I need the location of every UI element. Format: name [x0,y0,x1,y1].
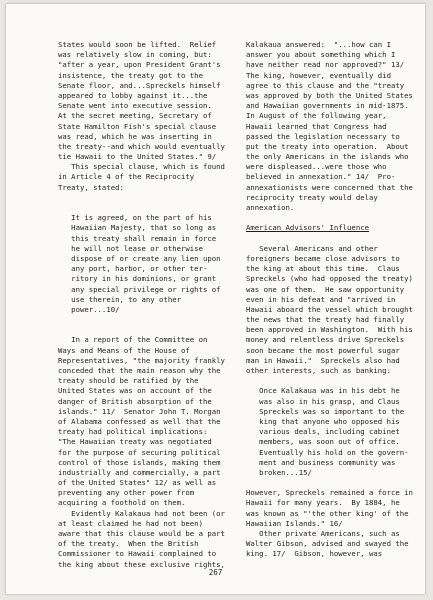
text-line: treaty had political implications: [58,427,208,437]
text-line: foreigners became close advisors to [246,253,400,263]
text-line: have neither read nor approved?" 13/ [246,60,405,70]
text-line: Hawaii for many years. By 1884, he [246,498,400,508]
blank-line [246,478,414,488]
text-line: Spreckels was so important to the [246,406,405,416]
text-line: even in his defeat and "arrived in [246,294,396,304]
text-line: control of those islands, making them [58,457,221,467]
text-line: United States was on account of the [58,386,212,396]
text-line: money and relentless drive Spreckels [246,335,405,345]
text-line: appeared to lobby against it...the [58,90,208,100]
page-number: 267 [208,567,223,577]
text-line: been approved in Washington. With his [246,325,413,335]
left-column [58,40,226,570]
text-line: In a report of the Committee on [58,335,208,345]
text-line: At the secret meeting, Secretary of [58,111,212,121]
text-line: It is agreed, on the part of his [58,213,212,223]
blank-line [58,203,226,213]
text-line: were displeased...were those who [246,162,387,172]
text-line: was known as "'the other king' of the [246,508,409,518]
text-line: "after a year, upon President Grant's [58,60,221,70]
text-line: Representatives, "the majority frankly [58,355,225,365]
text-line: In August of the following year, [246,111,387,121]
text-line: Senate went into executive session. [58,101,212,111]
text-line: king. 17/ Gibson, however, was [246,549,383,559]
text-line: Ways and Means of the House of [58,345,190,355]
text-line: conceded that the main reason why the [58,366,221,375]
text-line: agree to this clause and the "treaty [246,80,405,90]
text-line: Several Americans and other [246,243,378,253]
blank-line [58,325,226,335]
text-line: of the United States" 12/ as well as [58,478,217,488]
text-line: treaty should be ratified by the [58,376,199,386]
text-line: broken...15/ [246,467,312,477]
text-line: answer you about something which I [246,50,396,60]
text-line: members, was soon out of office. [246,437,400,447]
text-line: any port, harbor, or other ter- [58,264,208,274]
blank-line [246,234,414,244]
text-line: danger of British absorption of the [58,396,212,406]
text-line: Hawaiian Islands." 16/ [246,518,343,528]
text-line: use therein, to any other [58,294,182,304]
text-line: passed the legislation necessary to [246,131,400,141]
text-line: annexationists were concerned that the [246,182,413,192]
text-line: islands." 11/ Senator John T. Morgan [58,406,221,416]
right-column [246,40,414,560]
blank-line [246,376,414,386]
text-line: was approved by both the United States [246,90,413,100]
text-line: industrially and commercially, a part [58,467,221,477]
text-line: was read, which he was inserting in [58,131,212,141]
text-line: aware that this clause would be a part [58,529,225,538]
text-line: soon became the most powerful sugar [246,345,400,355]
text-line: put the treaty into operation. About [246,141,409,151]
text-line: ment and business community was [246,457,396,467]
text-line: in Article 4 of the Reciprocity [58,172,195,182]
text-line: Kalakaua answered: "...how can I [246,40,391,49]
text-line: power...10/ [58,304,120,314]
text-line: Hawaii aboard the vessel which brought [246,304,413,314]
text-line: "The Hawaiian treaty was negotiated [58,437,212,447]
text-line: Once Kalakaua was in his debt he [246,386,400,396]
text-line: of the treaty. When the British [58,539,199,549]
text-line: of Alabama confessed as well that the [58,416,221,426]
text-line: the treaty--and which would eventually [58,141,225,151]
text-line: Hawaii learned that Congress had [246,121,387,131]
text-line: the king at about this time. Claus [246,264,400,274]
text-line: ritory in his dominions, or grant [58,274,217,284]
document-page [6,4,425,594]
text-line: was one of them. He saw opportunity [246,284,405,294]
text-line: and Hawaiian governments in mid-1875. [246,101,409,111]
text-line: State Hamilton Fish's special clause [58,121,217,131]
text-line: The king, however, eventually did [246,70,391,80]
text-line: king that anyone who opposed his [246,416,400,426]
text-line: was relatively slow in coming, but: [58,50,212,60]
text-line: Treaty, stated: [58,182,124,192]
text-line: man in Hawaii." Spreckels also had [246,355,400,365]
blank-line [58,193,226,203]
text-line: various deals, including cabinet [246,427,400,437]
text-line: he will not lease or otherwise [58,243,203,253]
text-line: was also in his grasp, and Claus [246,396,400,406]
text-line: other interests, such as banking: [246,366,391,375]
text-line: reciprocity treaty would delay [246,192,378,202]
text-line: acquiring a foothold on them. [58,498,186,508]
text-line: believed in annexation." 14/ Pro- [246,172,396,182]
text-line: Spreckels (who had opposed the treaty) [246,274,413,284]
text-line: for the purpose of securing political [58,447,221,457]
text-line: States would soon be lifted. Relief [58,40,217,49]
text-line: any special privilege or rights of [58,284,221,294]
text-line: insistence, the treaty got to the [58,70,203,80]
text-line: the king about these exclusive rights, [58,559,225,569]
section-heading: American Advisors' Influence [246,223,370,233]
text-line: Walter Gibson, advised and swayed the [246,539,409,549]
text-line: Commissioner to Hawaii complained to [58,549,217,559]
blank-line [246,213,414,223]
text-line: annexation. [246,203,295,212]
text-line: preventing any other power from [58,488,195,498]
text-line: Evidently Kalakaua had not been (or [58,508,225,518]
text-line: this treaty shall remain in force [58,233,217,243]
text-line: the news that the treaty had finally [246,315,405,325]
text-line: the only Americans in the islands who [246,152,409,162]
text-line: Hawaiian Majesty, that so long as [58,223,217,233]
text-line: Other private Americans, such as [246,529,400,538]
text-line: Senate floor, and...Spreckels himself [58,80,221,90]
text-line: Eventually his hold on the govern- [246,447,409,457]
text-line: tie Hawaii to the United States." 9/ [58,152,217,162]
text-line: This special clause, which is found [58,162,225,172]
blank-line [58,315,226,325]
text-line: at least claimed he had not been) [58,518,203,528]
text-line: dispose of or create any lien upon [58,253,221,263]
text-line: However, Spreckels remained a force in [246,488,413,498]
